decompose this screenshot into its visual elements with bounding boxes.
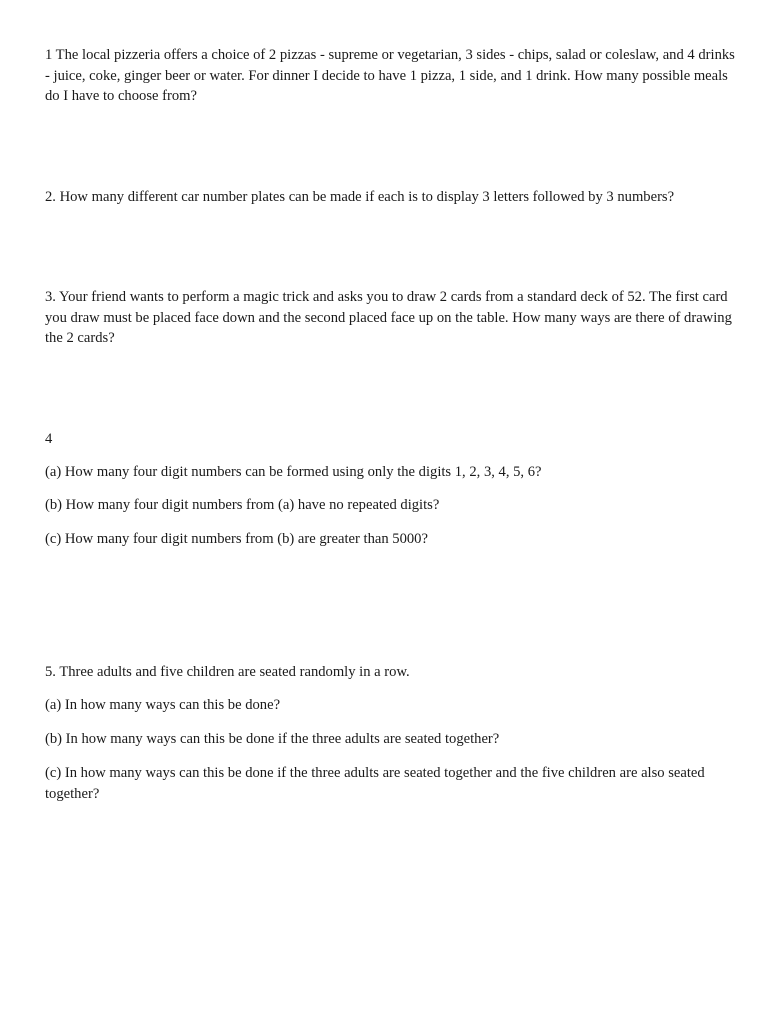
question-5a: (a) In how many ways can this be done?	[45, 697, 281, 713]
question-4c: (c) How many four digit numbers from (b) are greater than 5000?	[45, 531, 428, 547]
question-4-number: 4	[45, 431, 53, 447]
question-5b: (b) In how many ways can this be done if the three adults are seated together?	[45, 731, 500, 747]
question-3: 3. Your friend wants to perform a magic trick and asks you to draw 2 cards from a standard deck of 52. The first card you draw must be placed face down and the second placed face up on the table. How many ways are there of drawing the 2 cards?	[45, 289, 732, 347]
question-4b: (b) How many four digit numbers from (a) have no repeated digits?	[45, 497, 440, 513]
question-5-intro: 5. Three adults and five children are seated randomly in a row.	[45, 664, 410, 680]
question-1: 1 The local pizzeria offers a choice of 2 pizzas - supreme or vegetarian, 3 sides - chips, salad or coleslaw, and 4 drinks - juice, coke, ginger beer or water. For dinner I decide to have 1 pizza, 1 side, and 1 drink. How many possible meals do I have to choose from?	[45, 47, 735, 105]
question-2: 2. How many different car number plates can be made if each is to display 3 letters followed by 3 numbers?	[45, 189, 675, 205]
question-4a: (a) How many four digit numbers can be formed using only the digits 1, 2, 3, 4, 5, 6?	[45, 464, 542, 480]
question-5c: (c) In how many ways can this be done if the three adults are seated together and the five children are also seated together?	[45, 765, 705, 802]
